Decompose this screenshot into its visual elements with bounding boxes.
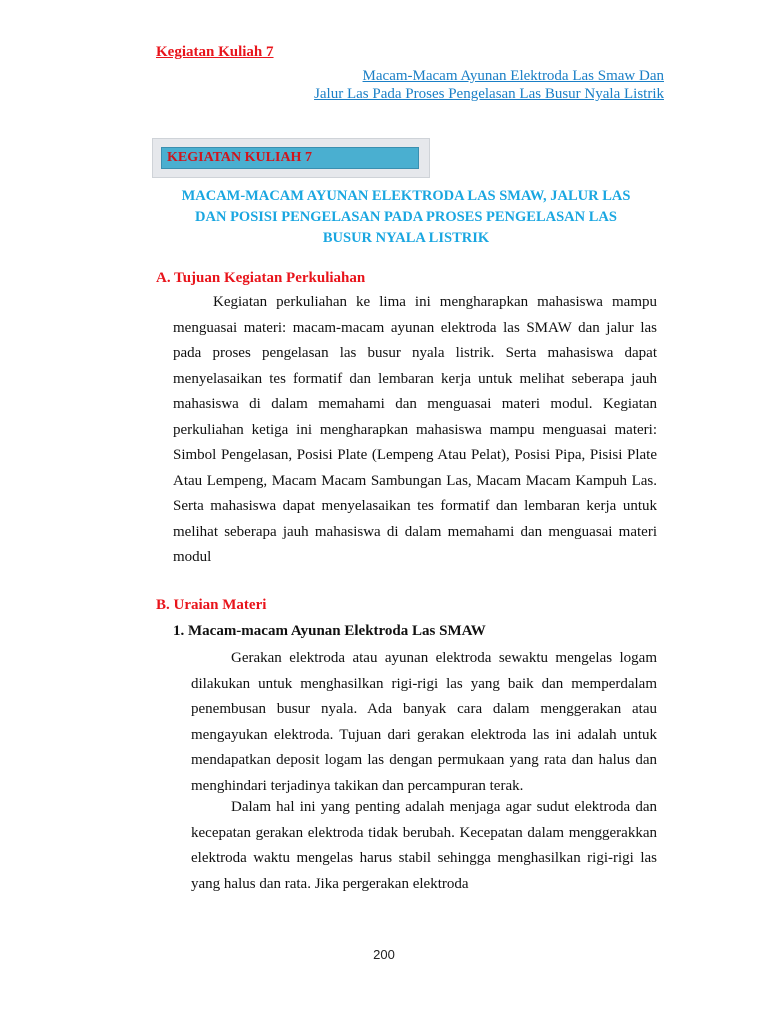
chapter-title-line2: DAN POSISI PENGELASAN PADA PROSES PENGELASAN LAS [195,209,617,225]
section-a-paragraph [173,290,657,571]
chapter-banner-bar [161,147,419,169]
header-topic-line1: Macam-Macam Ayunan Elektroda Las Smaw Dan [362,68,664,84]
header-topic-line2: Jalur Las Pada Proses Pengelasan Las Busur Nyala Listrik [314,86,664,102]
subsection-1-heading: 1. Macam-macam Ayunan Elektroda Las SMAW [173,623,486,639]
section-a-heading: A. Tujuan Kegiatan Perkuliahan [156,270,366,286]
section-b-heading: B. Uraian Materi [156,597,267,613]
chapter-title-line3: BUSUR NYALA LISTRIK [322,230,490,246]
chapter-banner [152,138,430,178]
chapter-title [150,186,662,249]
section-a-text: Kegiatan perkuliahan ke lima ini mengharapkan mahasiswa mampu menguasai materi: macam-macam ayunan elektroda las SMAW dan jalur las pada proses pengelasan las busur nyala listrik. Serta mahasiswa dapat menyelasaikan tes formatif dan lembaran kerja untuk melihat seberapa jauh mahasiswa di dalam memahami dan menguasai materi modul. Kegiatan perkuliahan ketiga ini mengharapkan mahasiswa mampu menguasai materi: Simbol Pengelasan, Posisi Plate (Lempeng Atau Pelat), Posisi Pipa, Pisisi Plate Atau Lempeng, Macam Macam Sambungan Las, Macam Macam Kampuh Las. Serta mahasiswa dapat menyelasaikan tes formatif dan lembaran kerja untuk melihat seberapa jauh mahasiswa di dalam memahami dan menguasai materi modul [173,294,657,565]
section-b-paragraph-1 [191,646,657,799]
section-b-paragraph-2 [191,795,657,897]
header-topic [314,67,664,103]
section-b-text-2: Dalam hal ini yang penting adalah menjaga agar sudut elektroda dan kecepatan gerakan elektroda tidak berubah. Kecepatan dalam menggerakkan elektroda waktu mengelas harus stabil sehingga menghasilkan rigi-rigi las yang halus dan rata. Jika pergerakan elektroda [191,799,657,892]
page-number: 200 [373,947,395,962]
chapter-title-line1: MACAM-MACAM AYUNAN ELEKTRODA LAS SMAW, JALUR LAS [181,188,631,204]
section-b-text-1: Gerakan elektroda atau ayunan elektroda sewaktu mengelas logam dilakukan untuk menghasilkan rigi-rigi las yang baik dan memperdalam penembusan busur nyala. Ada banyak cara dalam menggerakan atau mengayukan elektroda. Tujuan dari gerakan elektroda las ini adalah untuk mendapatkan deposit logam las dengan permukaan yang rata dan halus dan menghindari terjadinya takikan dan percampuran terak. [191,650,657,794]
chapter-banner-label: KEGIATAN KULIAH 7 [167,150,312,165]
header-course-label: Kegiatan Kuliah 7 [156,44,274,60]
